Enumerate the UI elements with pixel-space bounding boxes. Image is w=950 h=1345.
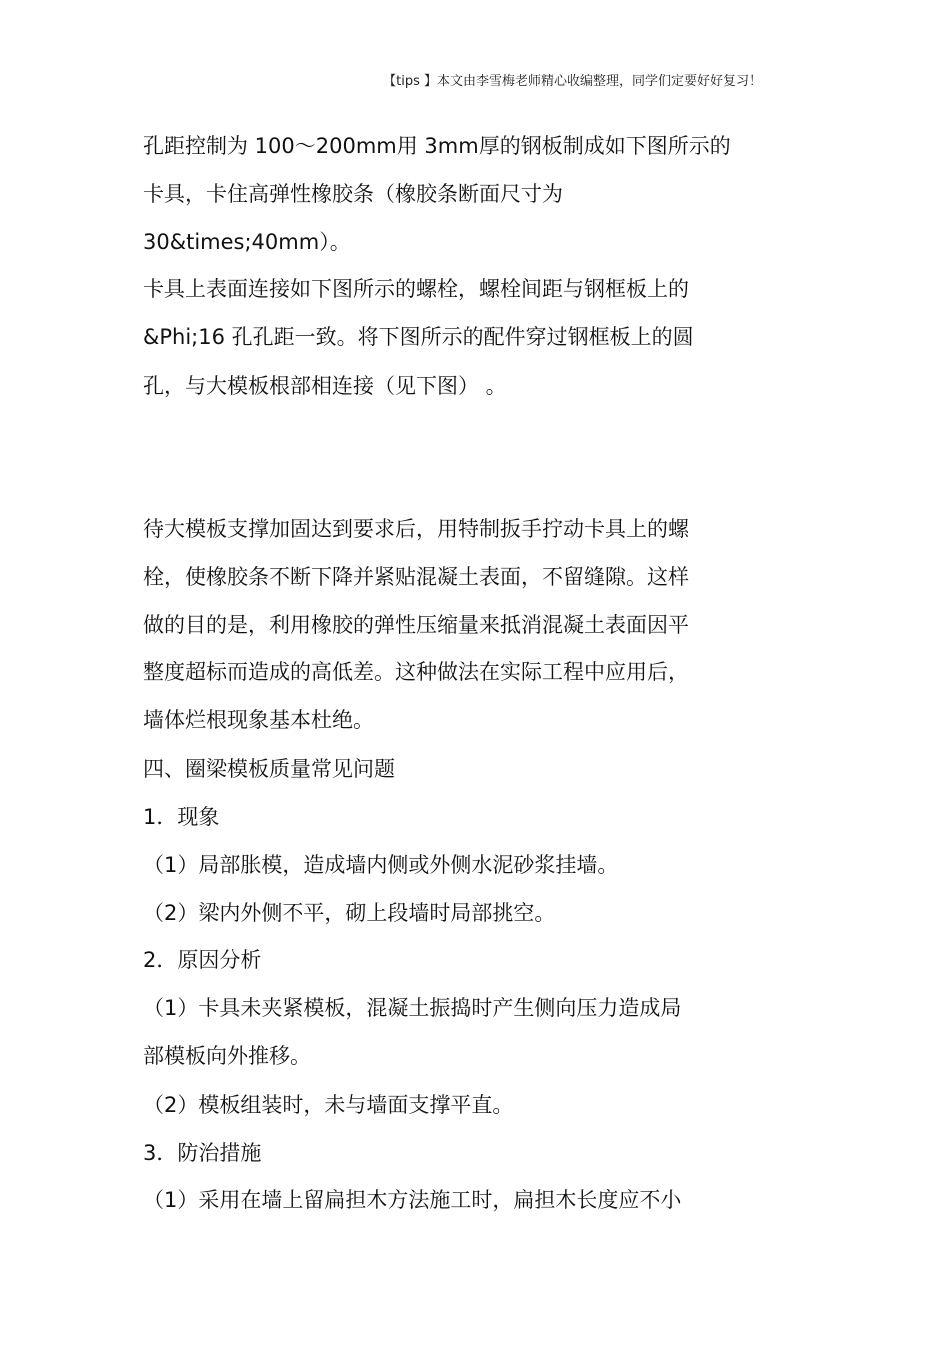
text-line: 卡具上表面连接如下图所示的螺栓，螺栓间距与钢框板上的: [143, 277, 689, 301]
text-line: 孔距控制为 100～200mm用 3mm厚的钢板制成如下图所示的: [143, 134, 731, 158]
text-line: 待大模板支撑加固达到要求后，用特制扳手拧动卡具上的螺: [143, 517, 689, 541]
text-line: （1）卡具未夹紧模板，混凝土振捣时产生侧向压力造成局: [143, 996, 682, 1020]
text-line: 卡具，卡住高弹性橡胶条（橡胶条断面尺寸为: [143, 182, 563, 206]
text-line: &Phi;16 孔孔距一致。将下图所示的配件穿过钢框板上的圆: [143, 325, 694, 349]
text-line: （2）模板组装时，未与墙面支撑平直。: [143, 1093, 514, 1117]
subheading: 2．原因分析: [143, 948, 262, 972]
section-heading: 四、圈梁模板质量常见问题: [143, 757, 395, 781]
text-line: 部模板向外推移。: [143, 1044, 311, 1068]
text-line: （1）局部胀模，造成墙内侧或外侧水泥砂浆挂墙。: [143, 853, 619, 877]
text-line: 孔，与大模板根部相连接（见下图） 。: [143, 374, 507, 398]
text-line: （1）采用在墙上留扁担木方法施工时，扁担木长度应不小: [143, 1188, 682, 1212]
subheading: 3．防治措施: [143, 1141, 262, 1165]
text-line: 整度超标而造成的高低差。这种做法在实际工程中应用后，: [143, 660, 689, 684]
text-line: （2）梁内外侧不平，砌上段墙时局部挑空。: [143, 901, 556, 925]
text-line: 做的目的是，利用橡胶的弹性压缩量来抵消混凝土表面因平: [143, 613, 689, 637]
subheading: 1．现象: [143, 805, 220, 829]
text-line: 栓，使橡胶条不断下降并紧贴混凝土表面，不留缝隙。这样: [143, 565, 689, 589]
text-line: 30&times;40mm）。: [143, 230, 351, 254]
text-line: 墙体烂根现象基本杜绝。: [143, 708, 374, 732]
header-note: 【tips 】本文由李雪梅老师精心收编整理，同学们定要好好复习！: [383, 74, 762, 89]
